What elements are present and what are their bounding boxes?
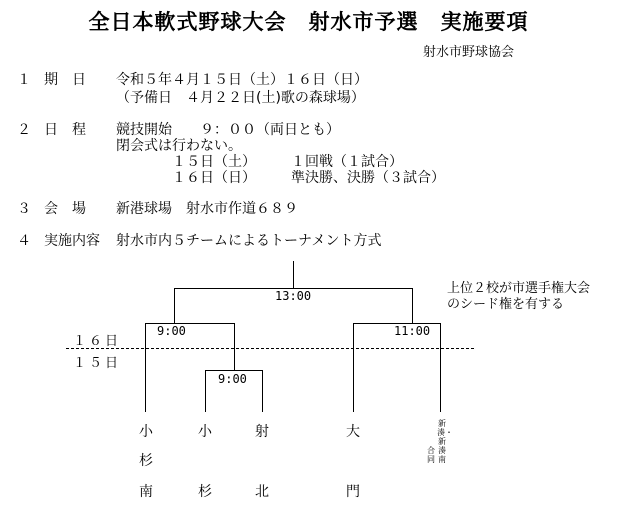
section-1-line-1: 令和５年４月１５日（土）１６日（日）	[116, 72, 368, 88]
organizer: 射水市野球協会	[423, 45, 515, 60]
team-1-char-3: 南	[139, 484, 153, 500]
team-4-char-1: 大	[346, 424, 360, 440]
semi-right-time: 11:00	[394, 324, 431, 338]
team-5-name: 新湊・新湊南	[437, 419, 453, 464]
page-title: 全日本軟式野球大会 射水市予選 実施要項	[88, 10, 529, 34]
first-round-time: 9:00	[218, 372, 247, 386]
section-2-line-1: 競技開始 ９：００（両日とも）	[116, 122, 340, 138]
day-16-label: １６日	[73, 334, 122, 349]
team-3-char-1: 射	[255, 424, 269, 440]
section-4-label: 実施内容	[44, 233, 100, 249]
section-3-line-1: 新港球場 射水市作道６８９	[116, 201, 298, 217]
section-2-line-3: １５日（土） １回戦（１試合）	[172, 154, 403, 170]
team-1-char-1: 小	[139, 424, 153, 440]
team-1-char-2: 杉	[139, 453, 153, 469]
section-1-line-2: （予備日 ４月２２日(土)歌の森球場）	[116, 90, 365, 106]
team-2-char-1: 小	[198, 424, 212, 440]
section-1-label: 期 日	[44, 72, 86, 88]
section-2-label: 日 程	[44, 122, 86, 138]
team-2-char-2: 杉	[198, 484, 212, 500]
section-4-line-1: 射水市内５チームによるトーナメント方式	[116, 233, 382, 249]
seed-note-line-2: のシード権を有する	[447, 297, 565, 312]
section-1-number: １	[17, 72, 31, 88]
seed-note-line-1: 上位２校が市選手権大会	[447, 281, 591, 296]
team-5-joint-label: 合同	[427, 446, 435, 464]
section-2-line-2: 閉会式は行わない。	[116, 138, 242, 154]
section-4-number: ４	[17, 233, 31, 249]
day-15-label: １５日	[73, 356, 122, 371]
team-3-char-2: 北	[255, 484, 269, 500]
semi-left-time: 9:00	[157, 324, 186, 338]
section-2-line-4: １６日（日） 準決勝、決勝（３試合）	[172, 170, 445, 186]
section-2-number: ２	[17, 122, 31, 138]
team-4-char-2: 門	[346, 484, 360, 500]
section-3-number: ３	[17, 201, 31, 217]
section-3-label: 会 場	[44, 201, 86, 217]
final-time: 13:00	[275, 289, 312, 303]
